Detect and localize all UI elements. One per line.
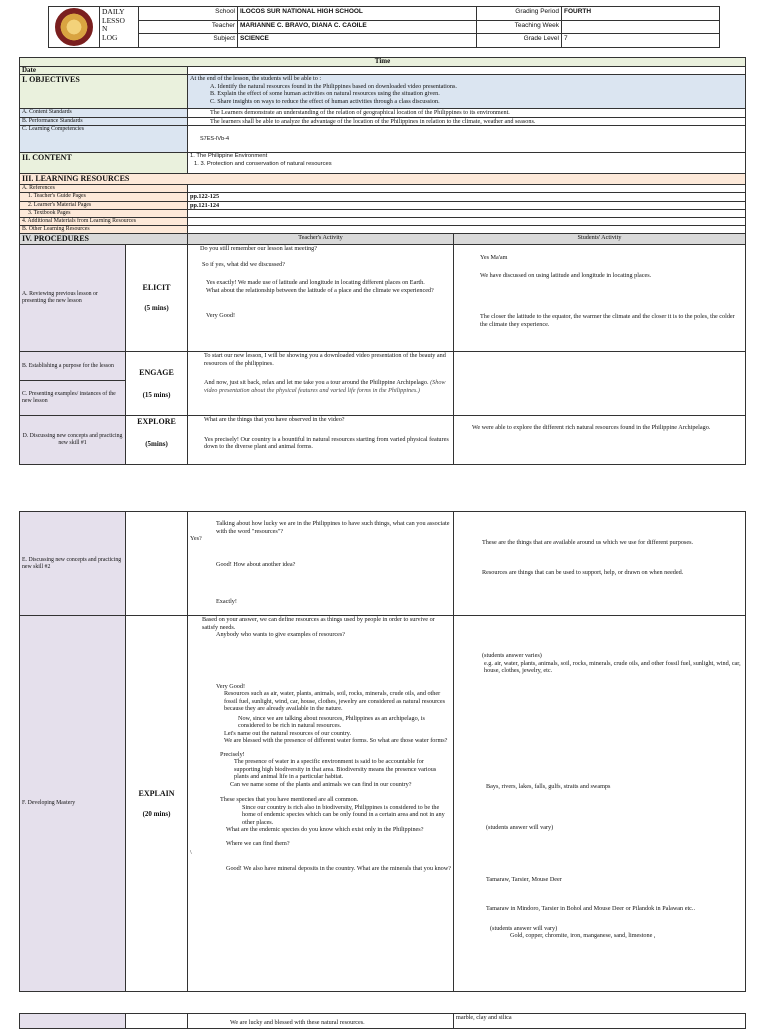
week-value <box>562 20 720 34</box>
proc-a-teacher: Do you still remember our lesson last meeting? So if yes, what did we discussed? Yes exactly! We made use of latitude and longitude in locating different places on Earth. What about the relationship between the latitude of a place and the climate we experienced? Very Good! <box>188 245 454 352</box>
proc-c-label: C. Presenting examples/ instances of the new lesson <box>20 381 126 416</box>
competencies-code: S7ES-IVb-4 <box>188 126 746 153</box>
content-text: 1. The Philippine Environment 1. 3. Protection and conservation of natural resources <box>188 153 746 174</box>
subject-label: Subject <box>139 34 238 48</box>
lm-value: pp.121-124 <box>188 201 746 210</box>
olr-label: B. Other Learning Resources <box>20 226 188 234</box>
am-label: 4. Additional Materials from Learning Resources <box>20 218 188 226</box>
competencies-label: C. Learning Competencies <box>20 126 188 153</box>
content-heading: II. CONTENT <box>20 153 188 174</box>
proc-a-label: A. Reviewing previous lesson or presenting the new lesson <box>20 245 126 352</box>
proc-e-phase <box>126 512 188 616</box>
proc-bc-phase: ENGAGE (15 mins) <box>126 352 188 416</box>
procedures-heading: IV. PROCEDURES <box>20 234 188 245</box>
tb-label: 3. Textbook Pages <box>20 210 188 218</box>
teacher-value: MARIANNE C. BRAVO, DIANA C. CAOILE <box>238 20 477 34</box>
content-standards-label: A. Content Standards <box>20 109 188 118</box>
proc-bc-student <box>454 352 746 416</box>
date-label: Date <box>20 66 188 75</box>
dll-title: DAILY LESSO N LOG <box>100 7 139 48</box>
proc-d-label: D. Discussing new concepts and practicing new skill #1 <box>20 416 126 465</box>
lesson-table <box>19 57 746 465</box>
proc-b-label: B. Establishing a purpose for the lesson <box>20 352 126 381</box>
time-row: Time <box>20 58 746 67</box>
resources-heading: III. LEARNING RESOURCES <box>20 174 746 185</box>
proc-e-student: These are the things that are available around us which we use for different purposes. Resources are things that can be used to support, help, or drawn on when needed. <box>454 512 746 616</box>
school-label: School <box>139 7 238 21</box>
proc-bc-teacher: To start our new lesson, I will be showing you a downloaded video presentation of the beauty and resources of the philippines. And now, just sit back, relax and let me take you a tour around the Philippine Archipelago. (Show video presentation about the physical features and varied life forms in the Philippines.) <box>188 352 454 416</box>
week-label: Teaching Week <box>477 20 562 34</box>
references-label: A. References <box>20 185 188 193</box>
proc-a-phase: ELICIT (5 mins) <box>126 245 188 352</box>
proc-f-phase: EXPLAIN (20 mins) <box>126 616 188 992</box>
proc-a-student: Yes Ma'am We have discussed on using latitude and longitude in locating places. The closer the latitude to the equator, the warmer the climate and the closer it is to the poles, the colder the climate they experience. <box>454 245 746 352</box>
proc-g-label <box>20 1014 126 1029</box>
teacher-label: Teacher <box>139 20 238 34</box>
objectives-text: At the end of the lesson, the students will be able to : A. Identify the natural resources found in the Philippines based on downloaded video presentations. B. Explain the effect of some human activities on natural resources using the situation given. C. Share insights on ways to reduce the effect of human activities through a class discussion. <box>188 75 746 109</box>
tg-value: pp.122-125 <box>188 193 746 202</box>
seal-icon <box>55 8 93 46</box>
subject-value: SCIENCE <box>238 34 477 48</box>
grading-value: FOURTH <box>562 7 720 21</box>
proc-f-teacher: Based on your answer, we can define resources as things used by people in order to survive or satisfy needs. Anybody who wants to give examples of resources? Very Good! Resources such as air, water, plants, animals, soil, rocks, minerals, crude oils, and other fossil fuel, sunlight, wind, car, house, clothes, jewelry are considered as natural resources because they are already available in the nature. Now, since we are talking about resources, Philippines as an archipelago, is considered to be rich in natural resources. Let's name out the natural resources of our country. We are blessed with the presence of different water forms. So what are those water forms? Precisely! The presence of water in a specific environment is said to be accountable for supporting high biodiversity in that area. Biodiversity means the presence various plants and animal life in a particular habitat. Can we name some of the plants and animals we can find in our country? These species that you have mentioned are all common. Since our country is rich also in biodiversity, Philippines is considered to be the home of endemic species which can be only found in a certain area and not in any other places. What are the endemic species do you know which exist only in the Philippines? Where we can find them? \ Good! We also have mineral deposits in the country. What are the minerals that you know? <box>188 616 454 992</box>
tg-label: 1. Teacher's Guide Pages <box>20 193 188 202</box>
grading-label: Grading Period <box>477 7 562 21</box>
proc-f-label: F. Developing Mastery <box>20 616 126 992</box>
school-value: ILOCOS SUR NATIONAL HIGH SCHOOL <box>238 7 477 21</box>
performance-standards-text: The learners shall be able to analyze the advantage of the location of the Philippines in relation to the climate, weather and seasons. <box>188 117 746 126</box>
date-value <box>188 66 746 75</box>
lesson-table-continued <box>19 511 746 992</box>
proc-g-phase <box>126 1014 188 1029</box>
school-logo <box>49 7 100 48</box>
performance-standards-label: B. Performance Standards <box>20 117 188 126</box>
lesson-table-page3 <box>19 1013 746 1029</box>
proc-d-student: We were able to explore the different rich natural resources found in the Philippine Archipelago. <box>454 416 746 465</box>
content-standards-text: The Learners demonstrate an understanding of the relation of geographical location of the Philippines to its environment. <box>188 109 746 118</box>
proc-g-teacher: We are lucky and blessed with these natural resources. <box>188 1014 454 1029</box>
proc-d-teacher: What are the things that you have observed in the video? Yes precisely! Our country is a bountiful in natural resources starting from varied physical features down to the diverse plant and animal forms. <box>188 416 454 465</box>
teacher-col-header: Teacher's Activity <box>188 234 454 245</box>
proc-g-student: marble, clay and silica <box>454 1014 746 1029</box>
student-col-header: Students' Activity <box>454 234 746 245</box>
header-table <box>48 6 720 48</box>
lm-label: 2. Learner's Material Pages <box>20 201 188 210</box>
proc-e-label: E. Discussing new concepts and practicing new skill #2 <box>20 512 126 616</box>
proc-e-teacher: Talking about how lucky we are in the Philippines to have such things, what can you associate with the word "resources"? Yes? Good! How about another idea? Exactly! <box>188 512 454 616</box>
grade-value: 7 <box>562 34 720 48</box>
objectives-heading: I. OBJECTIVES <box>20 75 188 109</box>
proc-d-phase: EXPLORE (5mins) <box>126 416 188 465</box>
grade-label: Grade Level <box>477 34 562 48</box>
proc-f-student: (students answer varies) e.g. air, water, plants, animals, soil, rocks, minerals, crude oils, and other fossil fuel, sunlight, wind, car, house, clothes, jewelry, etc. Bays, rivers, lakes, falls, gulfs, straits and swamps (students answer will vary) Tamaraw, Tarsier, Mouse Deer Tamaraw in Mindoro, Tarsier in Bohol and Mouse Deer or Pilandok in Palawan etc.. (students answer will vary) Gold, copper, chromite, iron, manganese, sand, limestone , <box>454 616 746 992</box>
